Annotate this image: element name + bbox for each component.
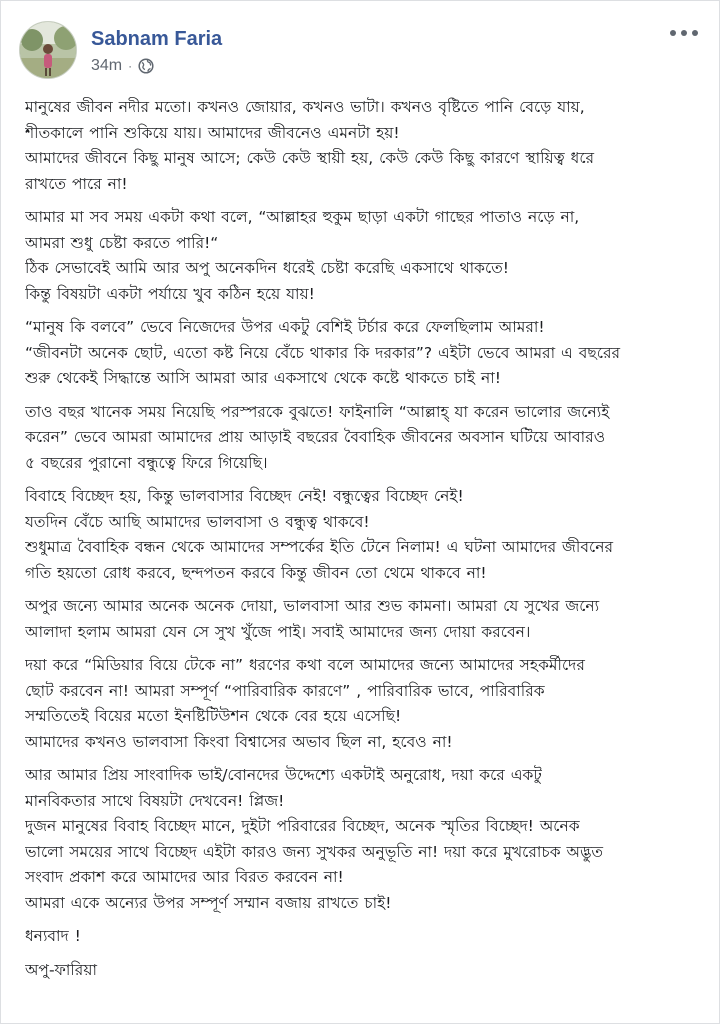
author-name-link[interactable]: Sabnam Faria (91, 28, 223, 50)
post-text-line: সম্মতিতেই বিয়ের মতো ইনষ্টিটিউশন থেকে বের হয়ে এসেছি! (25, 707, 402, 725)
post-paragraph (25, 95, 697, 197)
post-text-line: শীতকালে পানি শুকিয়ে যায়। আমাদের জীবনেও এমনটা হয়! (25, 123, 400, 142)
post-text-line: মানুষের জীবন নদীর মতো। কখনও জোয়ার, কখনও ভাটা। কখনও বৃষ্টিতে পানি বেড়ে যায়, (25, 98, 585, 116)
post-text (25, 95, 697, 991)
post-header (19, 21, 701, 81)
post-paragraph (25, 484, 697, 586)
avatar[interactable] (19, 21, 77, 79)
post-text-line: দয়া করে “মিডিয়ার বিয়ে টেকে না” ধরণের কথা বলে আমাদের জন্যে আমাদের সহকর্মীদের (25, 656, 585, 674)
post-text-line: ঠিক সেভাবেই আমি আর অপু অনেকদিন ধরেই চেষ্টা করেছি একসাথে থাকতে! (25, 259, 510, 277)
post-text-line: অপুর জন্যে আমার অনেক অনেক দোয়া, ভালবাসা আর শুভ কামনা। আমরা যে সুখের জন্যে (25, 597, 600, 615)
post-paragraph (25, 594, 697, 645)
post-meta (91, 57, 154, 75)
post-text-line: অপু-ফারিয়া (25, 960, 97, 979)
post-text-line: গতি হয়তো রোধ করবে, ছন্দপতন করবে কিন্তু জীবন তো থেমে থাকবে না! (25, 563, 487, 582)
post-text-line: আমরা একে অন্যের উপর সম্পূর্ণ সম্মান বজায় রাখতে চাই! (25, 893, 392, 912)
post-paragraph (25, 653, 697, 755)
post-text-line: আর আমার প্রিয় সাংবাদিক ভাই/বোনদের উদ্দেশ্যে একটাই অনুরোধ, দয়া করে একটু (25, 766, 542, 784)
post-text-line: তাও বছর খানেক সময় নিয়েছি পরস্পরকে বুঝতে! ফাইনালি “আল্লাহ্ যা করেন ভালোর জন্যেই (25, 402, 610, 421)
post-text-line: শুধুমাত্র বৈবাহিক বন্ধন থেকে আমাদের সম্পর্কের ইতি টেনে নিলাম! এ ঘটনা আমাদের জীবনের (25, 538, 613, 556)
post-text-line: করেন” ভেবে আমরা আমাদের প্রায় আড়াই বছরের বৈবাহিক জীবনের অবসান ঘটিয়ে আবারও (25, 428, 606, 446)
post-text-line: আমরা শুধু চেষ্টা করতে পারি!“ (25, 233, 219, 252)
post-text-line: “মানুষ কি বলবে” ভেবে নিজেদের উপর একটু বেশিই টর্চার করে ফেলছিলাম আমরা! (25, 318, 545, 336)
post-paragraph (25, 924, 697, 950)
post-text-line: বিবাহে বিচ্ছেদ হয়, কিন্তু ভালবাসার বিচ্ছেদ নেই! বন্ধুত্বের বিচ্ছেদ নেই! (25, 487, 464, 505)
post-paragraph (25, 315, 697, 392)
post-timestamp[interactable]: 34m (91, 57, 123, 74)
post-text-line: আমার মা সব সময় একটা কথা বলে, “আল্লাহর হুকুম ছাড়া একটা গাছের পাতাও নড়ে না, (25, 208, 580, 226)
globe-icon[interactable] (138, 58, 154, 74)
more-options-button[interactable] (667, 21, 701, 45)
meta-separator-dot: · (128, 59, 133, 73)
post-paragraph (25, 400, 697, 477)
post-text-line: রাখতে পারে না! (25, 174, 128, 193)
post-text-line: শুরু থেকেই সিদ্ধান্তে আসি আমরা আর একসাথে থেকে কষ্টে থাকতে চাই না! (25, 369, 501, 387)
avatar-photo (20, 22, 77, 79)
post-text-line: ভালো সময়ের সাথে বিচ্ছেদ এইটা কারও জন্য সুখকর অনুভূতি না! দয়া করে মুখরোচক অদ্ভুত (25, 842, 603, 861)
post-paragraph (25, 763, 697, 916)
post-text-line: দুজন মানুষের বিবাহ বিচ্ছেদ মানে, দুইটা পরিবারের বিচ্ছেদ, অনেক স্মৃতির বিচ্ছেদ! অনেক (25, 817, 580, 835)
post-text-line: ৫ বছরের পুরানো বন্ধুত্বে ফিরে গিয়েছি। (25, 453, 268, 472)
post-text-line: আমাদের জীবনে কিছু মানুষ আসে; কেউ কেউ স্থায়ী হয়, কেউ কেউ কিছু কারণে স্থায়িত্ব ধরে (25, 149, 595, 167)
more-options-icon (669, 29, 699, 37)
post-text-line: আলাদা হলাম আমরা যেন সে সুখ খুঁজে পাই। সবাই আমাদের জন্য দোয়া করবেন। (25, 622, 531, 641)
post-text-line: যতদিন বেঁচে আছি আমাদের ভালবাসা ও বন্ধুত্ব থাকবে! (25, 512, 370, 531)
post-text-line: “জীবনটা অনেক ছোট, এতো কষ্ট নিয়ে বেঁচে থাকার কি দরকার”? এইটা ভেবে আমরা এ বছরের (25, 343, 621, 362)
post-text-line: কিন্তু বিষয়টা একটা পর্যায়ে খুব কঠিন হয়ে যায়! (25, 284, 315, 303)
post-text-line: ছোট করবেন না! আমরা সম্পূর্ণ “পারিবারিক কারণে” , পারিবারিক ভাবে, পারিবারিক (25, 681, 545, 700)
post-text-line: সংবাদ প্রকাশ করে আমাদের আর বিরত করবেন না! (25, 868, 344, 886)
post-text-line: ধন্যবাদ ! (25, 927, 81, 945)
post-text-line: মানবিকতার সাথে বিষয়টা দেখবেন! প্লিজ! (25, 791, 285, 810)
post-text-line: আমাদের কখনও ভালবাসা কিংবা বিশ্বাসের অভাব ছিল না, হবেও না! (25, 732, 453, 751)
post-paragraph (25, 205, 697, 307)
post-paragraph (25, 958, 697, 984)
